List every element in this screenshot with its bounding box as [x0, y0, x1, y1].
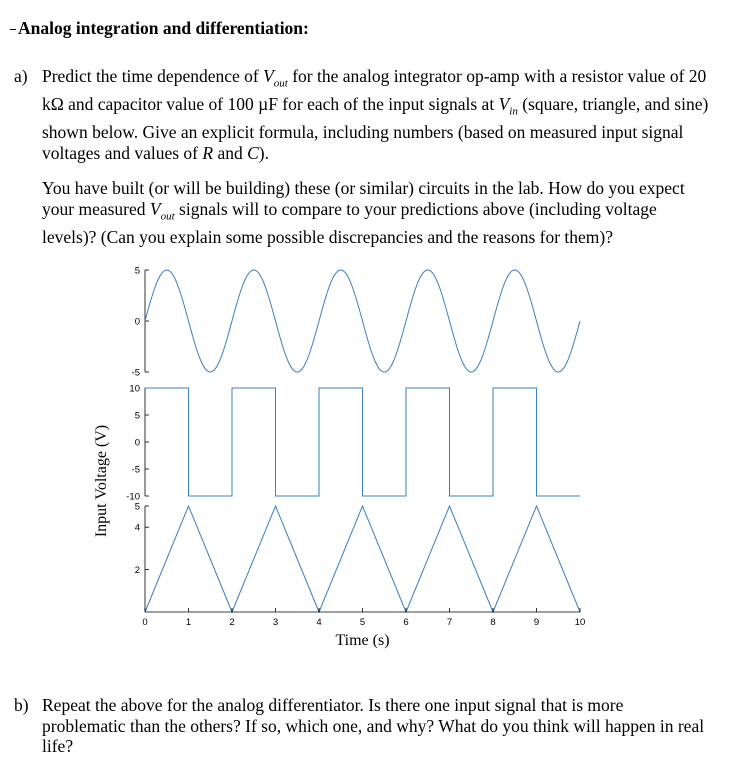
- y-tick-label: -5: [131, 464, 140, 476]
- part-a-line: kΩ and capacitor value of 100 µF for each of the input signals at $V_{in}$ (square, triangle, and sine): [42, 94, 709, 118]
- x-tick-label: 10: [574, 617, 586, 628]
- x-tick-label: 2: [229, 617, 235, 628]
- part-a-text: [42, 66, 708, 163]
- part-a-followup-line: You have built (or will be building) these (or similar) circuits in the lab. How do you expect: [42, 178, 685, 198]
- y-tick-label: 0: [134, 316, 140, 328]
- square-series-line: [145, 388, 580, 496]
- x-tick-label: 6: [403, 617, 409, 628]
- y-tick-label: 4: [134, 522, 140, 534]
- x-tick-label: 9: [533, 617, 540, 628]
- part-b-line: Repeat the above for the analog differentiator. Is there one input signal that is more: [42, 695, 624, 715]
- heading-dash: [10, 29, 16, 30]
- x-tick-label: 3: [272, 617, 279, 628]
- chart-svg: [90, 255, 600, 665]
- part-a-label: a): [14, 66, 28, 86]
- y-tick-label: -10: [126, 491, 140, 503]
- heading-text: Analog integration and differentiation:: [18, 18, 309, 38]
- x-tick-label: 0: [142, 617, 148, 628]
- part-b-label: b): [14, 695, 29, 715]
- y-axis-title: Input Voltage (V): [93, 424, 110, 538]
- y-tick-label: 5: [134, 410, 140, 422]
- section-heading: [10, 18, 309, 39]
- part-a-line: Predict the time dependence of $V_{out}$ for the analog integrator op-amp with a resistor value of 20: [42, 66, 707, 90]
- part-a-line: voltages and values of R and C).: [42, 142, 269, 163]
- part-b-line: life?: [42, 736, 74, 757]
- triangle-series-line: [145, 506, 580, 612]
- part-b-line: problematic than the others? If so, which one, and why? What do you think will happen in real: [42, 715, 705, 736]
- variable-symbol: $V_{out}$: [149, 198, 175, 223]
- sine-series-line: [145, 270, 580, 372]
- y-tick-label: 2: [134, 565, 140, 577]
- part-a-line: shown below. Give an explicit formula, including numbers (based on measured input signal: [42, 122, 684, 143]
- x-tick-label: 7: [446, 617, 453, 628]
- y-tick-label: -5: [131, 367, 140, 379]
- y-tick-label: 10: [129, 383, 140, 395]
- x-tick-label: 4: [316, 617, 322, 628]
- part-a-followup-line: levels)? (Can you explain some possible discrepancies and the reasons for them)?: [42, 226, 613, 247]
- y-tick-label: 5: [134, 265, 140, 277]
- variable-symbol: R: [202, 142, 214, 163]
- part-a-followup: [42, 178, 685, 247]
- y-tick-label: 0: [134, 437, 140, 449]
- part-a-followup-line: your measured $V_{out}$ signals will to compare to your predictions above (including voltage: [42, 198, 657, 223]
- x-tick-label: 1: [185, 617, 192, 628]
- variable-symbol: C: [247, 142, 259, 163]
- variable-symbol: $V_{out}$: [263, 66, 288, 90]
- y-tick-label: 5: [134, 501, 140, 513]
- x-axis-title: Time (s): [335, 632, 390, 649]
- input-signal-chart: [90, 255, 600, 665]
- x-tick-label: 8: [490, 617, 496, 628]
- part-b-text: [42, 695, 704, 757]
- x-tick-label: 5: [359, 617, 366, 628]
- variable-symbol: $V_{in}$: [498, 94, 518, 118]
